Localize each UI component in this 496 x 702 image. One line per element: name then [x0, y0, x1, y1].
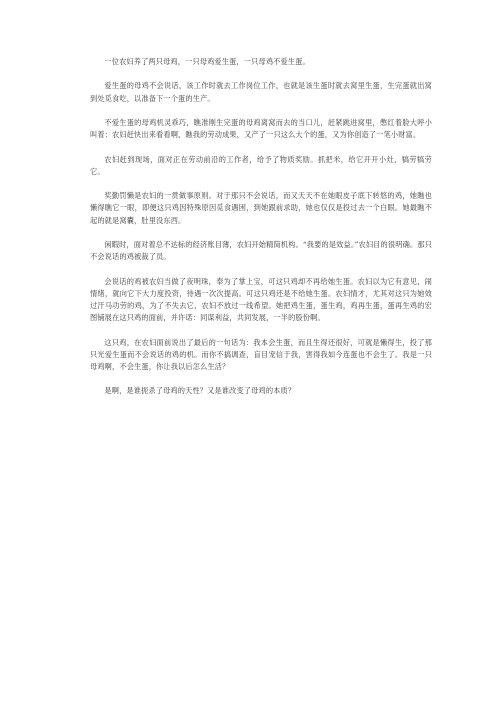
paragraph-5: 奖勤罚懒是农妇的一贯做事原则。对于那只不会说话，而又天天不在她眼皮子底下转悠的鸡，她瞧也懒得瞧它一眼，即便这只鸡因特殊原因觅食遇困，到她跟前求助，她也仅仅是投过去一个白眼。她最瞧不起的就是窝囊，肚里没东西。: [90, 191, 432, 225]
paragraph-2: 爱生蛋的母鸡不会说话，该工作时就去工作岗位工作，也就是该生蛋时就去窝里生蛋，生完蛋就出窝到处觅食吃，以准备下一个蛋的生产。: [90, 81, 432, 103]
paragraph-4: 农妇赶到现场，面对正在劳动前沿的工作者，给予了物质奖励。抓把米，给它开开小灶，犒劳犒劳它。: [90, 154, 432, 176]
paragraph-3: 不爱生蛋的母鸡机灵乖巧，瞧准刚生完蛋的母鸡离窝而去的当口儿，赶紧跳进窝里，憋红着脸大呼小叫着：农妇赶快出来看看啊，瞧我的劳动成果，又产了一只这么大个的蛋，又为你创造了一笔小财富。: [90, 117, 432, 140]
paragraph-9: 是啊，是谁扼杀了母鸡的天性？又是谁改变了母鸡的本质？: [104, 386, 296, 396]
paragraph-6: 闲暇时，面对着总不达标的经济账目薄，农妇开始精简机构。“我要的是效益。”农妇目的很明确。那只不会说话的鸡被裁了员。: [90, 239, 432, 262]
article-body: [90, 56, 432, 410]
paragraph-8: 这只鸡，在农妇面前说出了最后的一句话为：我本会生蛋，而且生得还很好，可就是懒得生，投了那只光爱生蛋而不会说话的鸡的机。而你不搞调查，盲目宠信于我，害得我如今连蛋也不会生了。我是一只母鸡啊，不会生蛋，你让我以后怎么生活？: [90, 337, 432, 371]
paragraph-7: 会说话的鸡被农妇当做了夜明珠，奉为了掌上宝，可这只鸡却不再给她生蛋。农妇以为它有意见，闹情绪，就向它下大力度投资，待遇一次次提高。可这只鸡还是不给她生蛋。农妇情才，尤其对这只为她效过汗马功劳的鸡，为了不失去它，农妇不放过一线希望。她把鸡生蛋，蛋生鸡，鸡再生蛋，蛋再生鸡的宏图铺展在这只鸡的面前，并许诺：同谋利益，共同发展，一半的股份啊。: [90, 276, 432, 323]
paragraph-1: 一位农妇养了两只母鸡，一只母鸡爱生蛋，一只母鸡不爱生蛋。: [104, 57, 310, 66]
